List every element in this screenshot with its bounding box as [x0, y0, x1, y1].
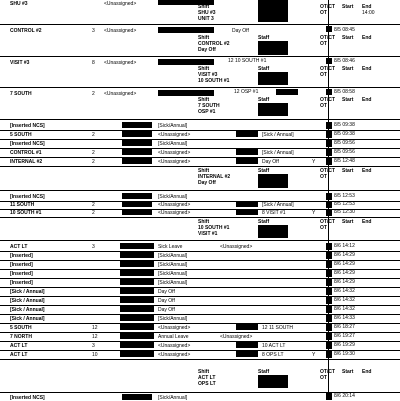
redaction: [236, 201, 258, 207]
redaction: [326, 158, 332, 165]
row-num: 12: [92, 325, 98, 331]
redaction: [326, 209, 332, 216]
row-right: 10 ACT LT: [262, 343, 286, 349]
shift-label: Shift: [198, 97, 210, 103]
row-num: 8: [92, 60, 95, 66]
row-mid: <Unassigned>: [158, 343, 191, 349]
shift-value: VISIT #3: [198, 72, 218, 78]
row-flag: Y: [312, 159, 316, 165]
row-mid: Day Off: [158, 307, 175, 313]
end-label: End: [362, 369, 372, 375]
redaction: [122, 201, 152, 207]
end-label: End: [362, 97, 372, 103]
redaction: [326, 288, 332, 295]
redaction: [326, 342, 332, 349]
row-assign: <Unassigned>: [104, 28, 137, 34]
row-flag: Y: [312, 210, 316, 216]
row-name: SHU #3: [10, 1, 28, 7]
redaction: [258, 375, 288, 388]
otct-label: OT/CT: [320, 369, 335, 375]
redaction: [326, 140, 332, 147]
timestamp: 8/6 19:30: [334, 351, 355, 357]
row-right: 12 11 SOUTH: [262, 325, 294, 331]
timestamp: 8/5 12:53: [334, 201, 355, 207]
row-flag: Y: [312, 352, 316, 358]
row-mid2: <Unassigned>: [220, 244, 253, 250]
row-name: 10 SOUTH #1: [10, 210, 42, 216]
staff-label: Staff: [258, 168, 270, 174]
timestamp: 8/6 14:33: [334, 315, 355, 321]
timestamp: 8/5 08:58: [334, 89, 355, 95]
redaction: [122, 131, 152, 137]
redaction: [120, 342, 154, 348]
staff-label: Staff: [258, 97, 270, 103]
end-label: End: [362, 219, 372, 225]
redaction: [326, 393, 332, 400]
otct-label: OT/CT: [320, 66, 335, 72]
row-num: 2: [92, 150, 95, 156]
shift-value: OSP #1: [198, 109, 216, 115]
row-mid: [Sick/Annual]: [158, 194, 188, 200]
row-mid: 12 10 SOUTH #1: [228, 58, 267, 64]
row-name: 5 SOUTH: [10, 132, 32, 138]
start-label: Start: [342, 35, 354, 41]
timestamp: 8/6 20:14: [334, 393, 355, 399]
end-label: End: [362, 4, 372, 10]
shift-value: SHU #3: [198, 10, 216, 16]
ot-label: OT: [320, 103, 327, 109]
redaction: [236, 158, 258, 164]
row-name: INTERNAL #2: [10, 159, 43, 165]
redaction: [158, 90, 214, 96]
row-mid: [Sick/Annual]: [158, 316, 188, 322]
redaction: [236, 324, 258, 330]
ot-label: OT: [320, 174, 327, 180]
row-num: 3: [92, 343, 95, 349]
row-num: 2: [92, 132, 95, 138]
row-assign: <Unassigned>: [104, 91, 137, 97]
staff-label: Staff: [258, 35, 270, 41]
redaction: [326, 122, 332, 129]
redaction: [236, 149, 258, 155]
end-label: End: [362, 168, 372, 174]
row-name: [Inserted]: [10, 262, 33, 268]
timestamp: 8/5 12:30: [334, 209, 355, 215]
redaction: [122, 149, 152, 155]
redaction: [258, 225, 288, 238]
timestamp: 8/6 14:29: [334, 279, 355, 285]
redaction: [120, 279, 154, 285]
otct-label: OT/CT: [320, 35, 335, 41]
row-mid: <Unassigned>: [158, 352, 191, 358]
redaction: [276, 89, 298, 95]
redaction: [326, 201, 332, 208]
row-right: 8 VISIT #1: [262, 210, 286, 216]
row-name: ACT LT: [10, 244, 28, 250]
row-mid: [Sick/Annual]: [158, 123, 188, 129]
row-mid: <Unassigned>: [158, 325, 191, 331]
redaction: [120, 351, 154, 357]
row-mid: [Sick/Annual]: [158, 271, 188, 277]
row-assign: <Unassigned>: [104, 1, 137, 7]
redaction: [326, 149, 332, 156]
redaction: [120, 324, 154, 330]
redaction: [326, 261, 332, 268]
redaction: [258, 0, 288, 22]
redaction: [120, 288, 154, 294]
row-num: 2: [92, 91, 95, 97]
row-mid: [Sick/Annual]: [158, 262, 188, 268]
staff-label: Staff: [258, 219, 270, 225]
row-mid: <Unassigned>: [158, 159, 191, 165]
shift-label: Shift: [198, 66, 210, 72]
row-mid: Sick Leave: [158, 244, 183, 250]
redaction: [326, 306, 332, 313]
row-name: [Inserted NCS]: [10, 395, 45, 401]
row-name: [Inserted NCS]: [10, 123, 45, 129]
row-mid: [Sick/Annual]: [158, 280, 188, 286]
redaction: [120, 243, 154, 249]
row-name: [Inserted]: [10, 253, 33, 259]
row-mid: Day Off: [158, 298, 175, 304]
redaction: [120, 270, 154, 276]
otct-label: OT/CT: [320, 97, 335, 103]
redaction: [120, 297, 154, 303]
row-right: [Sick / Annual]: [262, 150, 294, 156]
timestamp: 8/6 14:32: [334, 306, 355, 312]
timestamp: 8/6 14:12: [334, 243, 355, 249]
row-rule: [0, 166, 400, 167]
redaction: [158, 27, 214, 33]
row-name: ACT LT: [10, 352, 28, 358]
row-assign: <Unassigned>: [104, 60, 137, 66]
row-name: [Inserted NCS]: [10, 194, 45, 200]
end-label: End: [362, 66, 372, 72]
shift-value: ACT LT: [198, 375, 216, 381]
shift-value: 10 SOUTH #1: [198, 78, 230, 84]
row-right: 8 OPS LT: [262, 352, 284, 358]
redaction: [258, 72, 288, 85]
row-num: 10: [92, 352, 98, 358]
redaction: [258, 103, 288, 116]
row-num: 2: [92, 202, 95, 208]
redaction: [122, 122, 152, 128]
redaction: [326, 252, 332, 259]
ot-label: OT: [320, 10, 327, 16]
row-mid: [Sick/Annual]: [158, 395, 188, 401]
row-mid2: <Unassigned>: [220, 334, 253, 340]
row-num: 2: [92, 210, 95, 216]
start-label: Start: [342, 369, 354, 375]
redaction: [120, 315, 154, 321]
row-name: CONTROL #2: [10, 28, 42, 34]
redaction: [326, 315, 332, 322]
timestamp: 8/6 18:27: [334, 324, 355, 330]
timestamp: 8/6 19:27: [334, 333, 355, 339]
redaction: [326, 58, 332, 64]
ot-label: OT: [320, 225, 327, 231]
timestamp: 8/5 12:53: [334, 193, 355, 199]
row-name: [Sick / Annual]: [10, 316, 45, 322]
redaction: [326, 324, 332, 331]
row-mid: Day Off: [158, 289, 175, 295]
redaction: [120, 306, 154, 312]
start-label: Start: [342, 4, 354, 10]
row-name: [Inserted]: [10, 271, 33, 277]
shift-label: Shift: [198, 219, 210, 225]
row-name: [Sick / Annual]: [10, 307, 45, 313]
redaction: [122, 140, 152, 146]
shift-value: 7 SOUTH: [198, 103, 220, 109]
redaction: [326, 279, 332, 286]
start-label: Start: [342, 66, 354, 72]
timestamp: 8/6 14:29: [334, 261, 355, 267]
row-name: VISIT #3: [10, 60, 30, 66]
redaction: [326, 89, 332, 95]
timestamp: 8/5 09:38: [334, 122, 355, 128]
shift-value: Day Off: [198, 47, 216, 53]
row-mid: <Unassigned>: [158, 210, 191, 216]
row-name: 7 SOUTH: [10, 91, 32, 97]
redaction: [122, 158, 152, 164]
timestamp: 8/6 14:29: [334, 252, 355, 258]
row-right: [Sick / Annual]: [262, 202, 294, 208]
redaction: [236, 342, 258, 348]
row-mid: 12 OSP #1: [234, 89, 259, 95]
row-name: [Sick / Annual]: [10, 289, 45, 295]
row-name: [Inserted]: [10, 280, 33, 286]
row-right: Day Off: [262, 159, 279, 165]
redaction: [326, 26, 332, 32]
row-num: 12: [92, 334, 98, 340]
redaction: [326, 297, 332, 304]
shift-value: VISIT #1: [198, 231, 218, 237]
redaction: [236, 131, 258, 137]
start-label: Start: [342, 97, 354, 103]
ot-label: OT: [320, 72, 327, 78]
timestamp: 8/5 08:45: [334, 27, 355, 33]
shift-value: INTERNAL #2: [198, 174, 231, 180]
row-num: 3: [92, 244, 95, 250]
row-mid: [Sick/Annual]: [158, 141, 188, 147]
redaction: [122, 394, 152, 400]
timestamp: 8/5 09:56: [334, 149, 355, 155]
redaction: [120, 261, 154, 267]
row-mid: <Unassigned>: [158, 132, 191, 138]
row-right: [Sick / Annual]: [262, 132, 294, 138]
row-mid: <Unassigned>: [158, 150, 191, 156]
timestamp: 8/6 14:32: [334, 297, 355, 303]
start-label: Start: [342, 219, 354, 225]
timestamp: 8/6 19:29: [334, 342, 355, 348]
row-name: 5 SOUTH: [10, 325, 32, 331]
staff-label: Staff: [258, 66, 270, 72]
row-name: 7 NORTH: [10, 334, 32, 340]
timestamp: 8/5 08:46: [334, 58, 355, 64]
row-mid: Annual Leave: [158, 334, 189, 340]
timestamp: 8/5 09:56: [334, 140, 355, 146]
row-mid: <Unassigned>: [158, 202, 191, 208]
row-name: ACT LT: [10, 343, 28, 349]
row-rule: [0, 217, 400, 218]
redaction: [326, 131, 332, 138]
shift-label: Shift: [198, 168, 210, 174]
staff-label: Staff: [258, 369, 270, 375]
redaction: [236, 351, 258, 357]
shift-label: Shift: [198, 4, 210, 10]
end-time: 14:00: [362, 10, 375, 16]
otct-label: OT/CT: [320, 168, 335, 174]
otct-label: OT/CT: [320, 4, 335, 10]
row-num: 2: [92, 159, 95, 165]
shift-label: Shift: [198, 35, 210, 41]
end-label: End: [362, 35, 372, 41]
redaction: [122, 209, 152, 215]
row-name: CONTROL #1: [10, 150, 42, 156]
otct-label: OT/CT: [320, 219, 335, 225]
shift-value: CONTROL #2: [198, 41, 230, 47]
shift-value: UNIT 3: [198, 16, 214, 22]
redaction: [326, 333, 332, 340]
redaction: [258, 174, 288, 188]
row-mid: [Sick/Annual]: [158, 253, 188, 259]
shift-value: OPS LT: [198, 381, 216, 387]
redaction: [120, 333, 154, 339]
redaction: [158, 59, 214, 65]
row-name: [Inserted NCS]: [10, 141, 45, 147]
redaction: [120, 252, 154, 258]
redaction: [326, 351, 332, 358]
shift-value: Day Off: [198, 180, 216, 186]
ot-label: OT: [320, 41, 327, 47]
row-name: [Sick / Annual]: [10, 298, 45, 304]
redaction: [122, 193, 152, 199]
timestamp: 8/6 14:29: [334, 270, 355, 276]
timestamp: 8/5 12:48: [334, 158, 355, 164]
redaction: [326, 243, 332, 250]
shift-value: 10 SOUTH #1: [198, 225, 230, 231]
start-label: Start: [342, 168, 354, 174]
shift-label: Shift: [198, 369, 210, 375]
row-name: 11 SOUTH: [10, 202, 35, 208]
redaction: [326, 270, 332, 277]
row-rule: [0, 359, 400, 360]
redaction: [236, 209, 258, 215]
redaction: [258, 41, 288, 55]
row-num: 3: [92, 28, 95, 34]
redaction: [326, 193, 332, 200]
timestamp: 8/6 14:32: [334, 288, 355, 294]
day-off: Day Off: [232, 28, 249, 34]
timestamp: 8/5 09:38: [334, 131, 355, 137]
ot-label: OT: [320, 375, 327, 381]
